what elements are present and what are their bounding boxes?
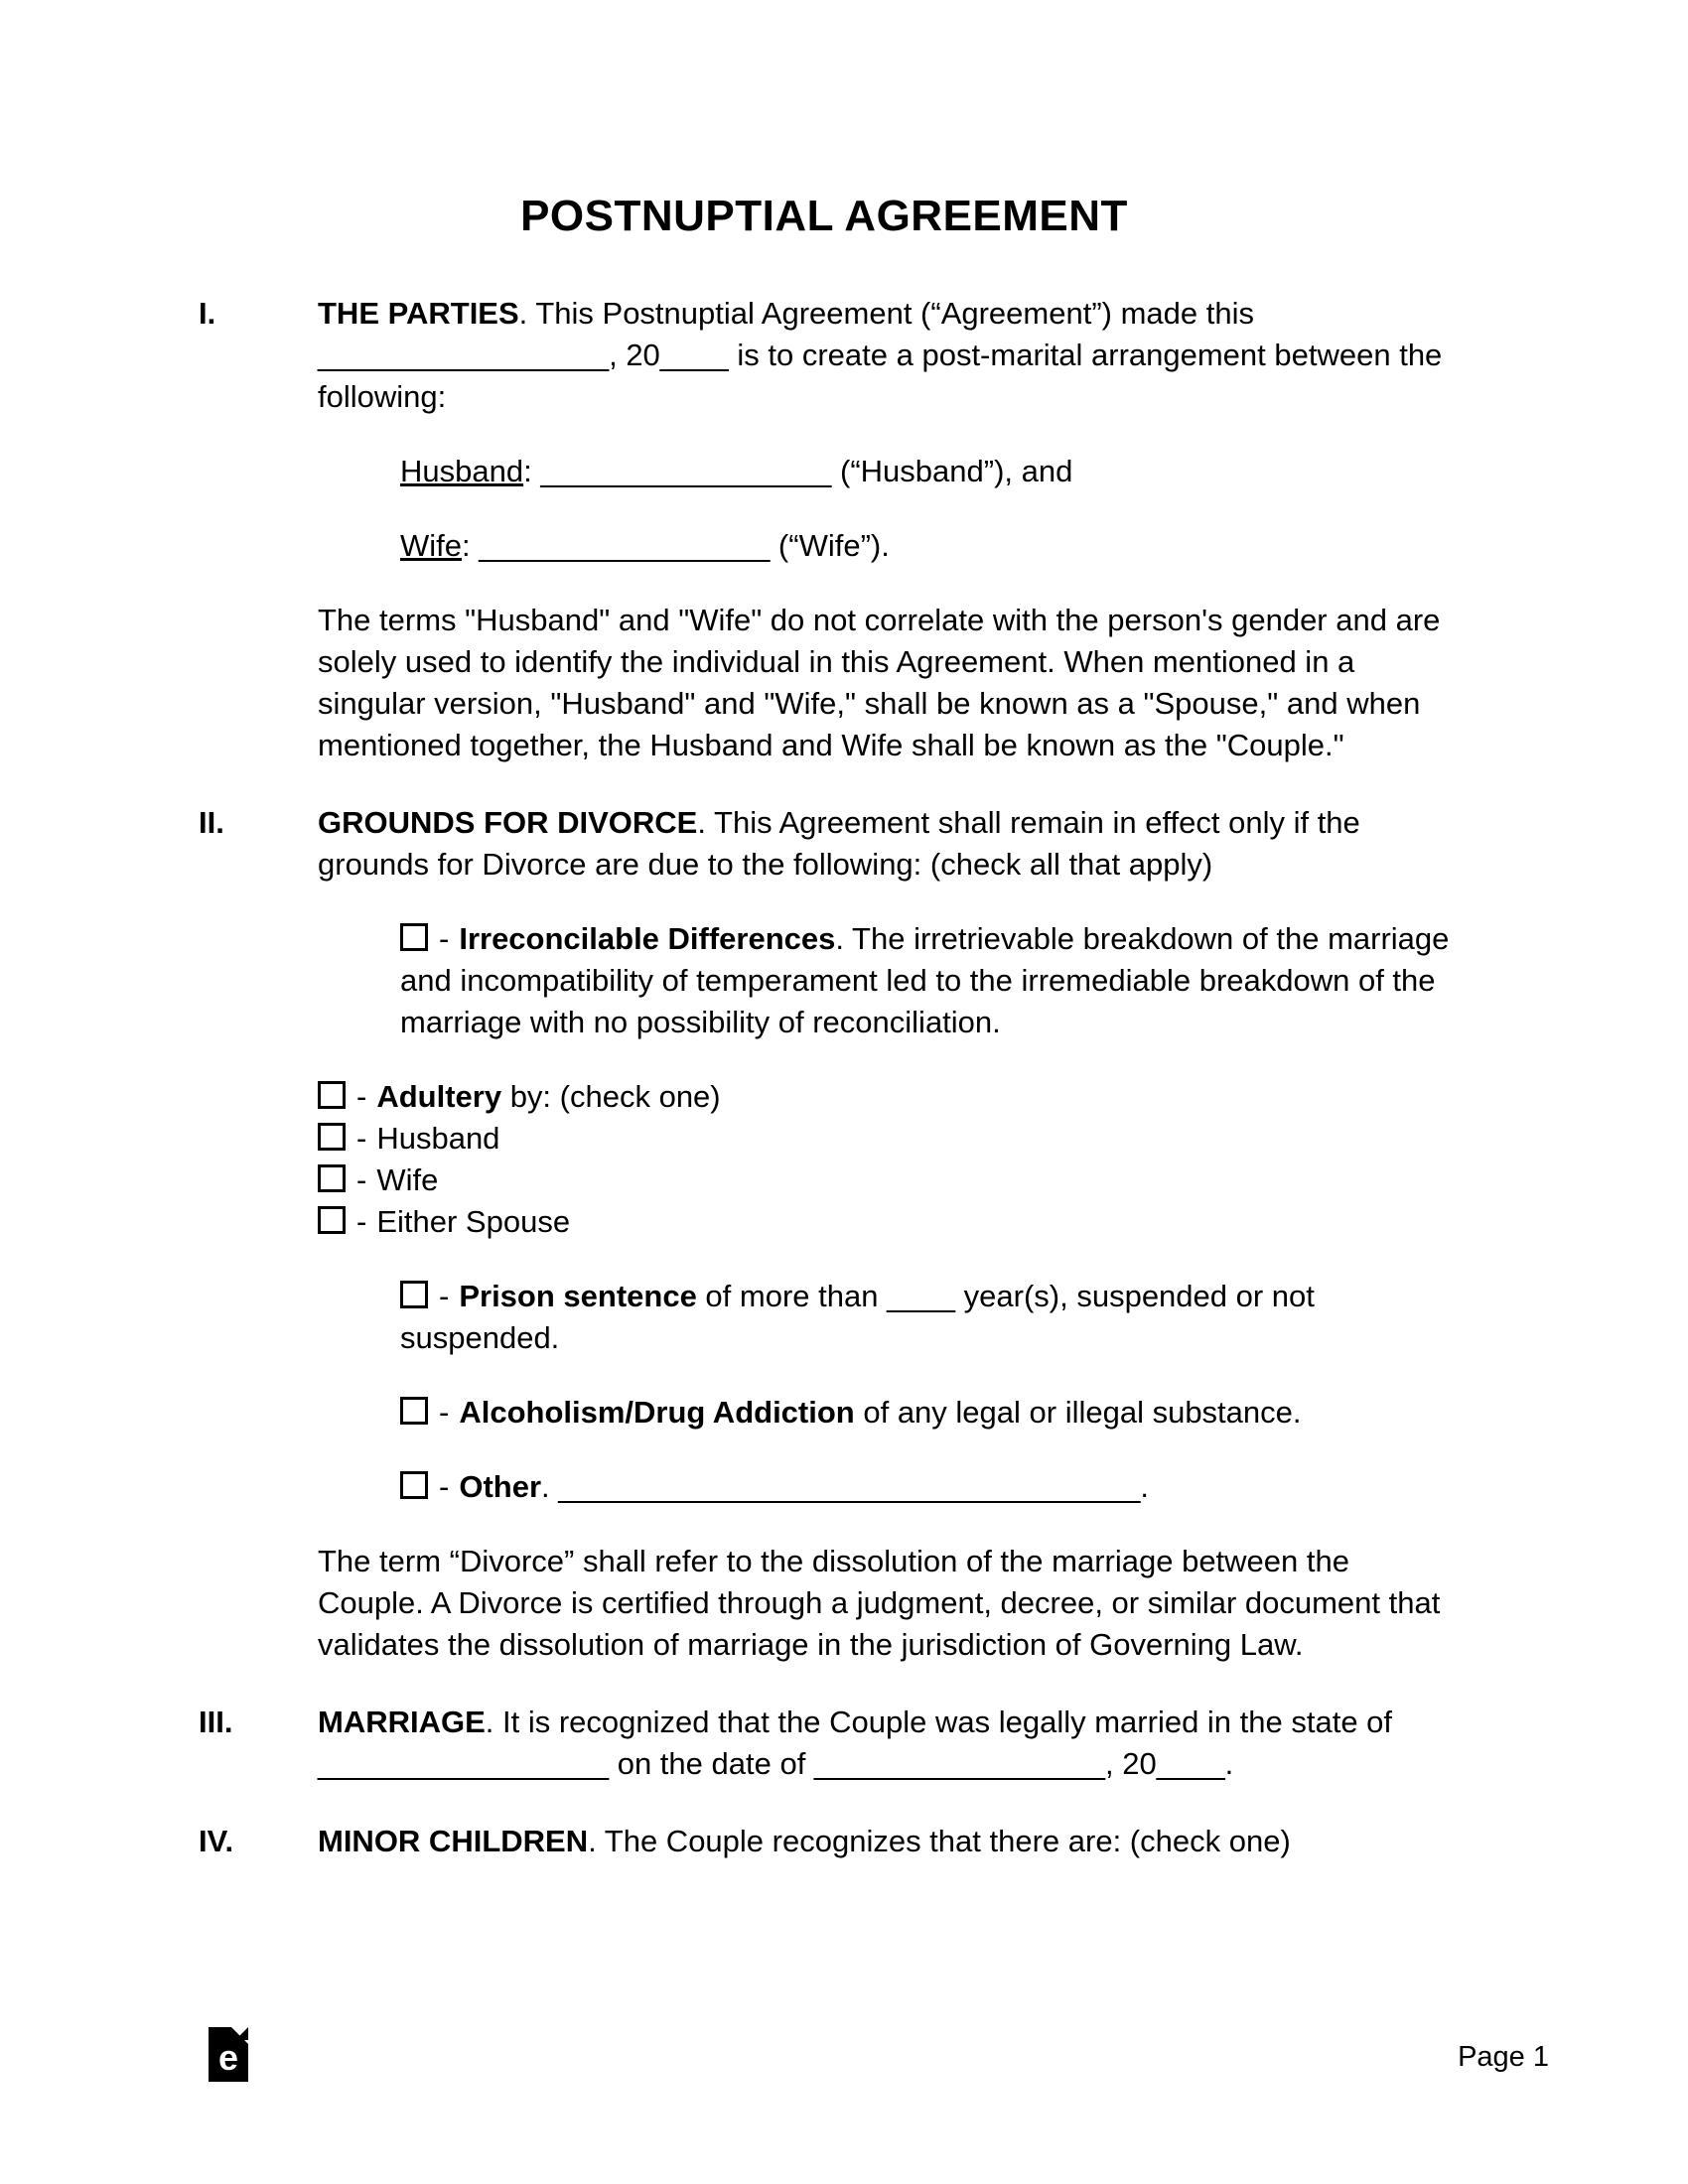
section-numeral-2: II.: [199, 805, 224, 840]
other-label: Other: [459, 1469, 542, 1504]
alcoholism-drug-addiction-text: of any legal or illegal substance.: [854, 1395, 1302, 1430]
adultery-option-wife-label: Wife: [376, 1162, 439, 1197]
section-numeral-3: III.: [199, 1705, 233, 1739]
grounds-heading: GROUNDS FOR DIVORCE: [318, 805, 698, 840]
dash: -: [439, 1469, 450, 1504]
eforms-logo: [209, 2027, 248, 2082]
dash: -: [356, 1079, 367, 1114]
husband-label: Husband: [400, 454, 524, 488]
checkbox-item-irreconcilable-differences: [400, 918, 1450, 1043]
minor-children-text: . The Couple recognizes that there are: (check one): [588, 1824, 1291, 1858]
dash: -: [356, 1204, 367, 1239]
minor-children-heading: MINOR CHILDREN: [318, 1824, 589, 1858]
section-grounds-for-divorce: [199, 802, 1450, 1666]
checkbox-item-adultery: [318, 1076, 1450, 1243]
checkbox-adultery-husband-icon[interactable]: [318, 1123, 346, 1151]
page-number: Page 1: [1458, 2041, 1549, 2073]
prison-sentence-label: Prison sentence: [459, 1279, 697, 1313]
checkbox-adultery-either-spouse-icon[interactable]: [318, 1206, 346, 1234]
divorce-definition-paragraph: The term “Divorce” shall refer to the dissolution of the marriage between the Couple. A Divorce is certified through a judgment, decree, or similar document that validates the dissolution of marriage in the jurisdiction of Governing Law.: [318, 1544, 1441, 1662]
section-numeral-4: IV.: [199, 1824, 234, 1858]
checkbox-adultery-icon[interactable]: [318, 1081, 346, 1109]
irreconcilable-differences-text: . The irretrievable breakdown of the marriage and incompatibility of temperament led to the irremediable breakdown of the marriage with no possibility of reconciliation.: [400, 921, 1450, 1039]
document-content: [199, 192, 1450, 1898]
adultery-option-wife: [318, 1160, 1450, 1201]
dash: -: [356, 1162, 367, 1197]
husband-line: [400, 451, 1450, 492]
parties-intro-text: . This Postnuptial Agreement (“Agreement”) made this _________________, 20____ is to create a post-marital arrangement between the following:: [318, 296, 1443, 414]
parties-intro-paragraph: [318, 293, 1450, 418]
checkbox-item-alcoholism-drug-addiction: [400, 1392, 1450, 1433]
terms-paragraph: The terms "Husband" and "Wife" do not correlate with the person's gender and are solely used to identify the individual in this Agreement. When mentioned in a singular version, "Husband" and "Wife," shall be known as a "Spouse," and when mentioned together, the Husband and Wife shall be known as the "Couple.": [318, 603, 1441, 762]
checkbox-alcoholism-drug-addiction-icon[interactable]: [400, 1397, 428, 1425]
dash: -: [439, 1395, 450, 1430]
adultery-option-husband-label: Husband: [376, 1121, 500, 1156]
adultery-option-either-spouse: [318, 1201, 1450, 1243]
other-blank-text: . __________________________________.: [541, 1469, 1150, 1504]
section-marriage: [199, 1702, 1450, 1785]
checkbox-prison-sentence-icon[interactable]: [400, 1281, 428, 1308]
checkbox-adultery-wife-icon[interactable]: [318, 1164, 346, 1192]
husband-blank-text: : _________________ (“Husband”), and: [523, 454, 1073, 488]
dash: -: [356, 1121, 367, 1156]
marriage-text: . It is recognized that the Couple was legally married in the state of _________________ on the date of _________________, 20____.: [318, 1705, 1393, 1781]
adultery-line: [318, 1076, 1450, 1118]
adultery-label: Adultery: [376, 1079, 502, 1114]
grounds-intro-text: . This Agreement shall remain in effect only if the grounds for Divorce are due to the following: (check all that apply): [318, 805, 1360, 882]
adultery-text: by: (check one): [501, 1079, 721, 1114]
wife-label: Wife: [400, 528, 462, 563]
minor-children-paragraph: [318, 1821, 1450, 1862]
checkbox-item-prison-sentence: [400, 1276, 1450, 1359]
grounds-intro-paragraph: [318, 802, 1450, 886]
marriage-heading: MARRIAGE: [318, 1705, 486, 1739]
wife-line: [400, 525, 1450, 567]
irreconcilable-differences-label: Irreconcilable Differences: [459, 921, 836, 956]
page-title: POSTNUPTIAL AGREEMENT: [520, 192, 1128, 240]
eforms-logo-letter: e: [217, 2036, 239, 2078]
checkbox-item-other: [400, 1466, 1450, 1508]
alcoholism-drug-addiction-label: Alcoholism/Drug Addiction: [459, 1395, 855, 1430]
adultery-option-either-spouse-label: Either Spouse: [376, 1204, 571, 1239]
dash: -: [439, 1279, 450, 1313]
section-minor-children: [199, 1821, 1450, 1862]
wife-blank-text: : _________________ (“Wife”).: [462, 528, 890, 563]
prison-sentence-text: of more than ____ year(s), suspended or not suspended.: [400, 1279, 1315, 1355]
checkbox-other-icon[interactable]: [400, 1471, 428, 1499]
section-numeral-1: I.: [199, 296, 216, 331]
parties-heading: THE PARTIES: [318, 296, 519, 331]
section-parties: [199, 293, 1450, 766]
checkbox-irreconcilable-differences-icon[interactable]: [400, 923, 428, 951]
marriage-paragraph: [318, 1702, 1450, 1785]
adultery-option-husband: [318, 1118, 1450, 1160]
dash: -: [439, 921, 450, 956]
logo-fold-edge-icon: [235, 2027, 248, 2040]
